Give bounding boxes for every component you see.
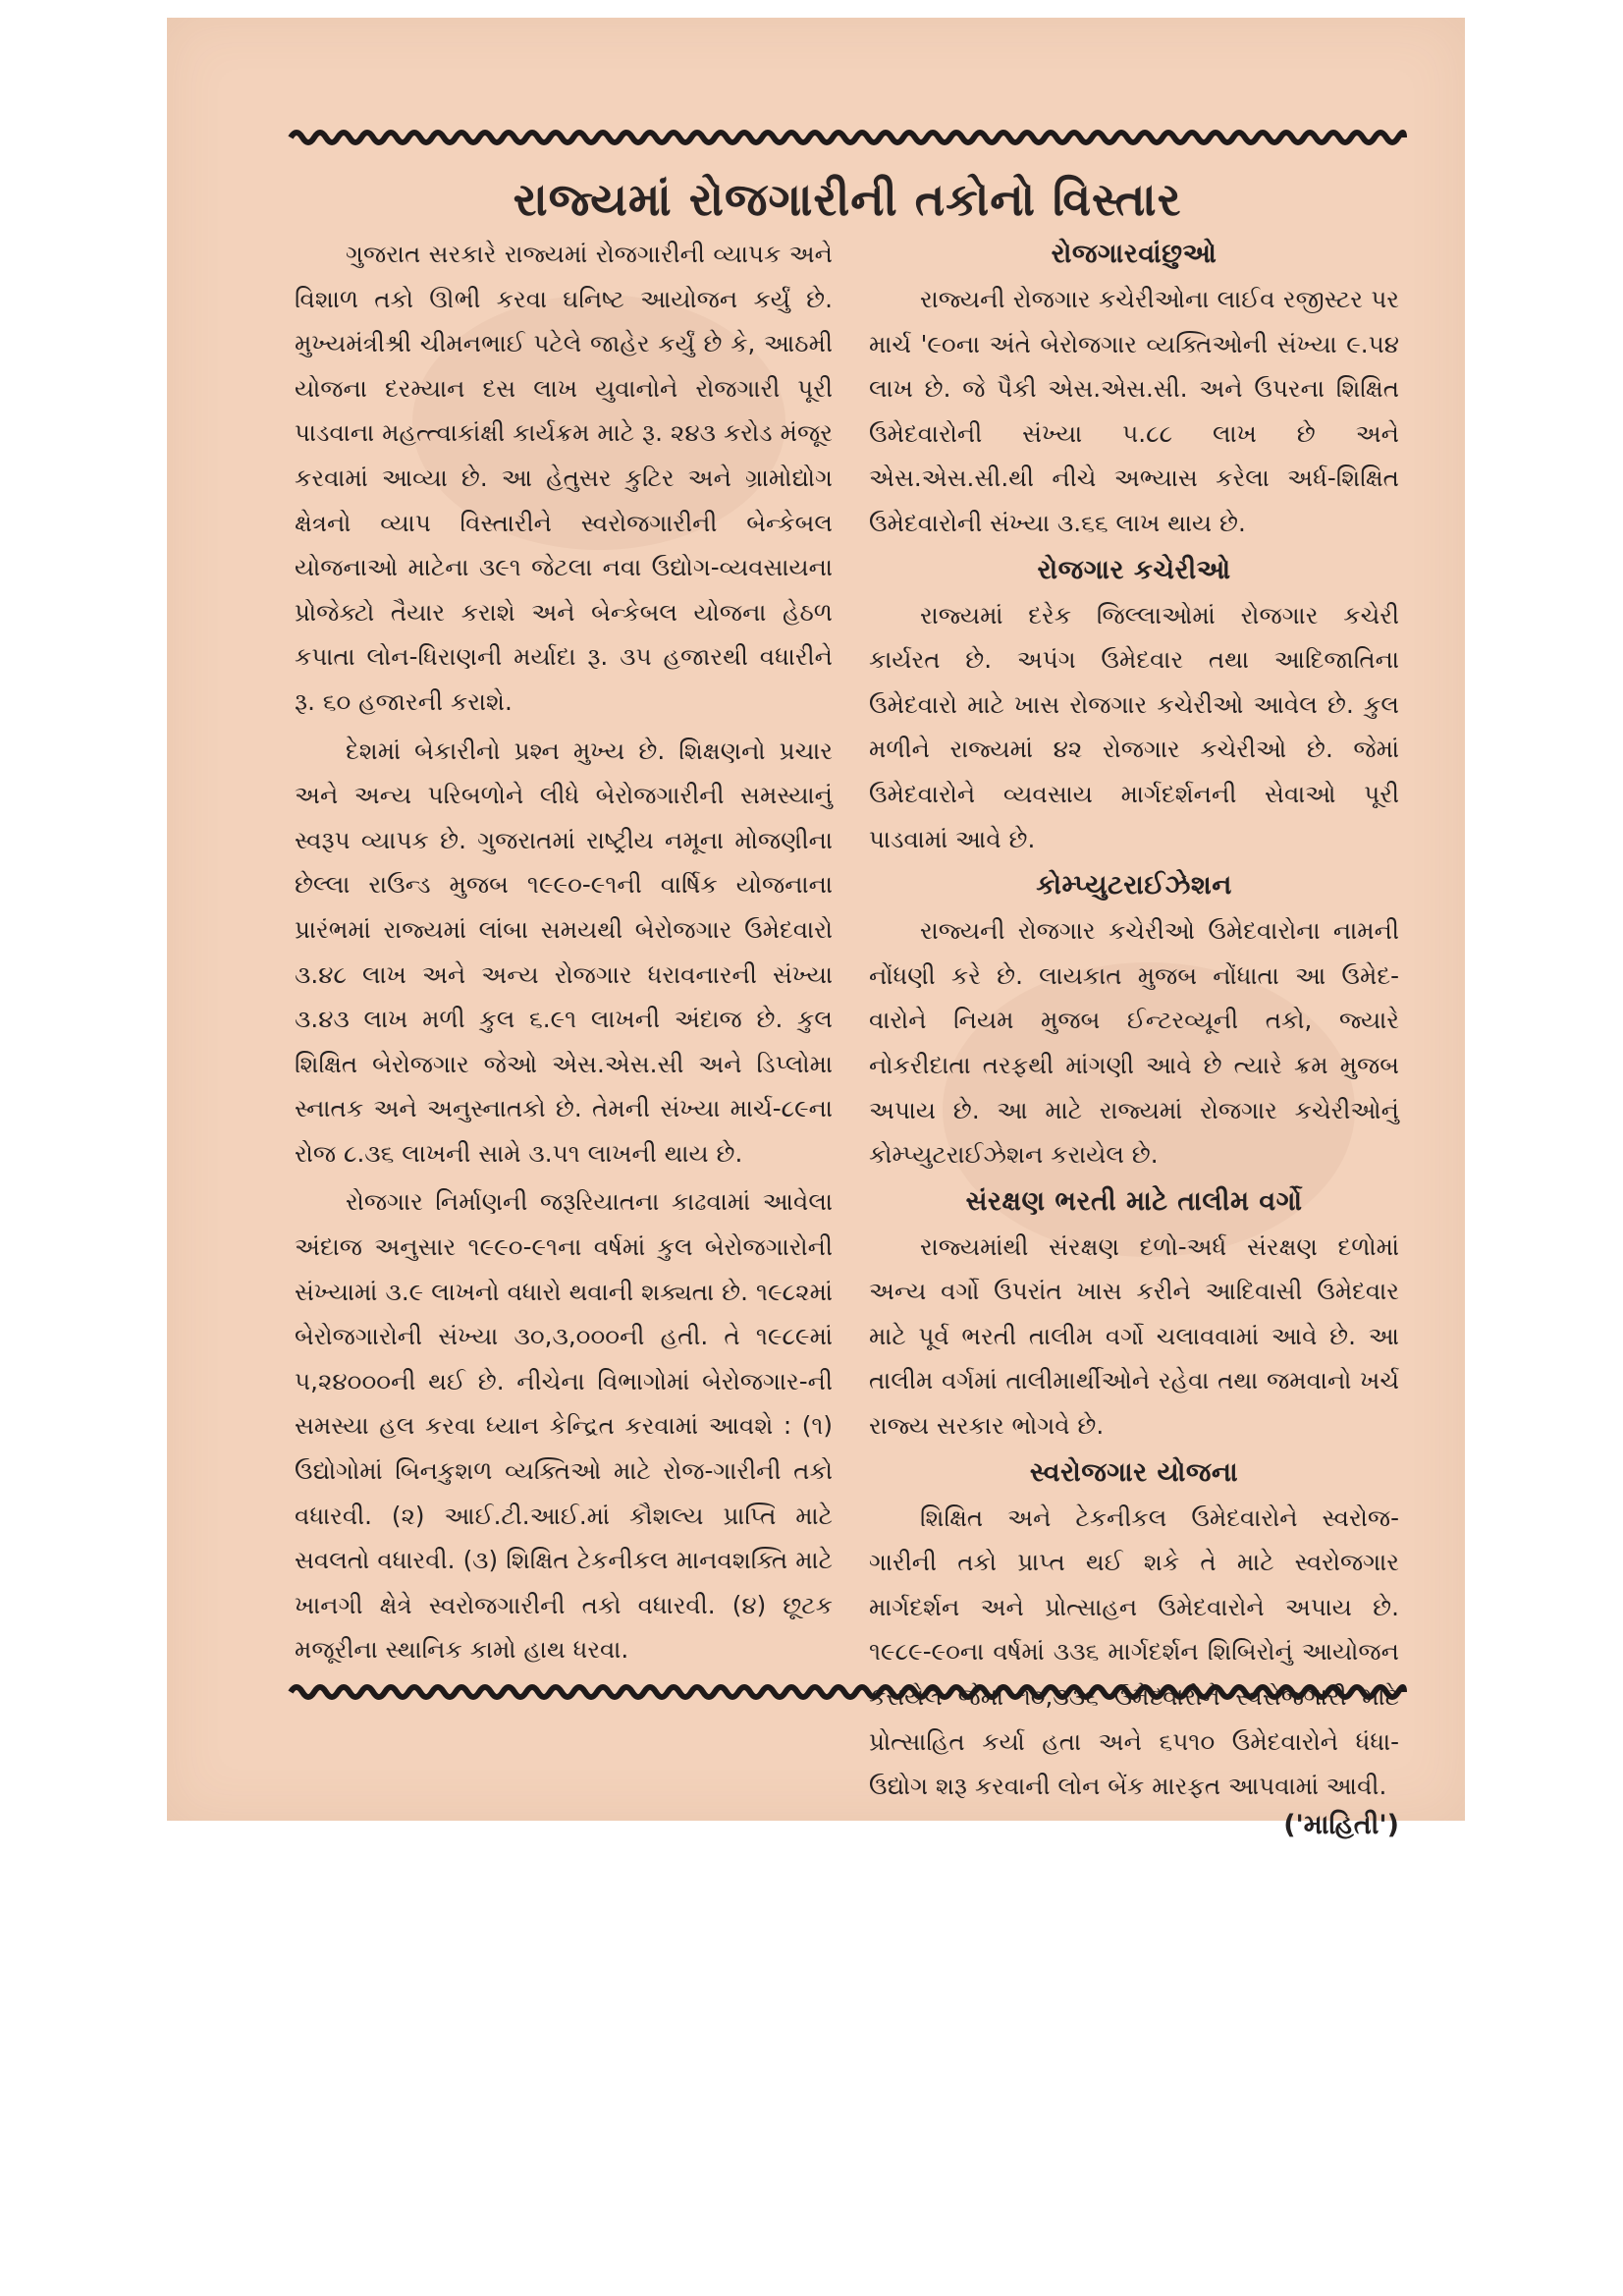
source-credit: ('માહિતી'): [1283, 1809, 1399, 1840]
top-wavy-rule: [291, 126, 1404, 149]
bottom-wavy-rule: [291, 1680, 1404, 1704]
left-paragraph: ગુજરાત સરકારે રાજ્યમાં રોજગારીની વ્યાપક અને વિશાળ તકો ઊભી કરવા ઘનિષ્ટ આયોજન કર્યું છે. મુખ્યમંત્રીશ્રી ચીમનભાઈ પટેલે જાહેર કર્યું છે કે, આઠમી યોજના દરમ્યાન દસ લાખ યુવાનોને રોજગારી પૂરી પાડવાના મહત્ત્વાકાંક્ષી કાર્યક્રમ માટે રૂ. ૨૪૩ કરોડ મંજૂર કરવામાં આવ્યા છે. આ હેતુસર કુટિર અને ગ્રામોદ્યોગ ક્ષેત્રનો વ્યાપ વિસ્તારીને સ્વરોજગારીની બેન્કેબલ યોજનાઓ માટેના ૩૯૧ જેટલા નવા ઉદ્યોગ-વ્યવસાયના પ્રોજેક્ટો તૈયાર કરાશે અને બેન્કેબલ યોજના હેઠળ કપાતા લોન-ધિરાણની મર્યાદા રૂ. ૩૫ હજારથી વધારીને રૂ. ૬૦ હજારની કરાશે.: [295, 240, 833, 716]
section-heading: રોજગારવાંછુઓ: [1051, 239, 1217, 269]
section-heading: સંરક્ષણ ભરતી માટે તાલીમ વર્ગો: [965, 1185, 1303, 1217]
section-heading: રોજગાર કચેરીઓ: [1037, 554, 1231, 585]
section-paragraph: શિક્ષિત અને ટેકનીકલ ઉમેદવારોને સ્વરોજ-ગારીની તકો પ્રાપ્ત થઈ શકે તે માટે સ્વરોજગાર માર્ગદર્શન અને પ્રોત્સાહન ઉમેદવારોને અપાય છે. ૧૯૮૯-૯૦ના વર્ષમાં ૩૩૬ માર્ગદર્શન શિબિરોનું આયોજન કરાયેલ જેમાં ૧૦,૩૩૬ ઉમેદવારોને સ્વરોજગારી માટે પ્રોત્સાહિત કર્યા હતા અને ૬૫૧૦ ઉમેદવારોને ધંધા-ઉદ્યોગ શરૂ કરવાની લોન બેંક મારફત આપવામાં આવી.: [869, 1503, 1399, 1801]
left-paragraph: દેશમાં બેકારીનો પ્રશ્ન મુખ્ય છે. શિક્ષણનો પ્રચાર અને અન્ય પરિબળોને લીધે બેરોજગારીની સમસ્યાનું સ્વરૂપ વ્યાપક છે. ગુજરાતમાં રાષ્ટ્રીય નમૂના મોજણીના છેલ્લા રાઉન્ડ મુજબ ૧૯૯૦-૯૧ની વાર્ષિક યોજનાના પ્રારંભમાં રાજ્યમાં લાંબા સમયથી બેરોજગાર ઉમેદવારો ૩.૪૮ લાખ અને અન્ય રોજગાર ધરાવનારની સંખ્યા ૩.૪૩ લાખ મળી કુલ ૬.૯૧ લાખની અંદાજ છે. કુલ શિક્ષિત બેરોજગાર જેઓ એસ.એસ.સી અને ડિપ્લોમા સ્નાતક અને અનુસ્નાતકો છે. તેમની સંખ્યા માર્ચ-૮૯ના રોજ ૮.૩૬ લાખની સામે ૩.૫૧ લાખની થાય છે.: [295, 736, 833, 1168]
section-paragraph: રાજ્યમાં દરેક જિલ્લાઓમાં રોજગાર કચેરી કાર્યરત છે. અપંગ ઉમેદવાર તથા આદિજાતિના ઉમેદવારો માટે ખાસ રોજગાર કચેરીઓ આવેલ છે. કુલ મળીને રાજ્યમાં ૪૨ રોજગાર કચેરીઓ છે. જેમાં ઉમેદવારોને વ્યવસાય માર્ગદર્શનની સેવાઓ પૂરી પાડવામાં આવે છે.: [869, 600, 1399, 853]
section-heading: સ્વરોજગાર યોજના: [1029, 1456, 1239, 1488]
section-paragraph: રાજ્યમાંથી સંરક્ષણ દળો-અર્ધ સંરક્ષણ દળોમાં અન્ય વર્ગો ઉપરાંત ખાસ કરીને આદિવાસી ઉમેદવાર માટે પૂર્વ ભરતી તાલીમ વર્ગો ચલાવવામાં આવે છે. આ તાલીમ વર્ગમાં તાલીમાર્થીઓને રહેવા તથા જમવાનો ખર્ચ રાજ્ય સરકાર ભોગવે છે.: [869, 1231, 1399, 1441]
right-column: [869, 232, 1399, 1840]
section-paragraph: રાજ્યની રોજગાર કચેરીઓ ઉમેદવારોના નામની નોંધણી કરે છે. લાયકાત મુજબ નોંધાતા આ ઉમેદ-વારોને નિયમ મુજબ ઈન્ટરવ્યૂની તકો, જ્યારે નોકરીદાતા તરફથી માંગણી આવે છે ત્યારે ક્રમ મુજબ અપાય છે. આ માટે રાજ્યમાં રોજગાર કચેરીઓનું કોમ્પ્યુટરાઈઝેશન કરાયેલ છે.: [869, 916, 1399, 1170]
left-paragraph: રોજગાર નિર્માણની જરૂરિયાતના કાઢવામાં આવેલા અંદાજ અનુસાર ૧૯૯૦-૯૧ના વર્ષમાં કુલ બેરોજગારોની સંખ્યામાં ૩.૯ લાખનો વધારો થવાની શક્યતા છે. ૧૯૮૨માં બેરોજગારોની સંખ્યા ૩૦,૩,૦૦૦ની હતી. તે ૧૯૮૯માં ૫,૨૪૦૦૦ની થઈ છે. નીચેના વિભાગોમાં બેરોજગાર-ની સમસ્યા હલ કરવા ધ્યાન કેન્દ્રિત કરવામાં આવશે : (૧) ઉદ્યોગોમાં બિનકુશળ વ્યક્તિઓ માટે રોજ-ગારીની તકો વધારવી. (૨) આઈ.ટી.આઈ.માં કૌશલ્ય પ્રાપ્તિ માટે સવલતો વધારવી. (૩) શિક્ષિત ટેકનીકલ માનવશક્તિ માટે ખાનગી ક્ષેત્રે સ્વરોજગારીની તકો વધારવી. (૪) છૂટક મજૂરીના સ્થાનિક કામો હાથ ધરવા.: [295, 1187, 833, 1665]
section-paragraph: રાજ્યની રોજગાર કચેરીઓના લાઈવ રજીસ્ટર પર માર્ચ '૯૦ના અંતે બેરોજગાર વ્યક્તિઓની સંખ્યા ૯.૫૪ લાખ છે. જે પૈકી એસ.એસ.સી. અને ઉપરના શિક્ષિત ઉમેદવારોની સંખ્યા ૫.૮૮ લાખ છે અને એસ.એસ.સી.થી નીચે અભ્યાસ કરેલા અર્ધ-શિક્ષિત ઉમેદવારોની સંખ્યા ૩.૬૬ લાખ થાય છે.: [869, 285, 1399, 537]
left-column: [295, 232, 833, 1673]
article-title: રાજ્યમાં રોજગારીની તકોનો વિસ્તાર: [513, 173, 1182, 226]
section-heading: કોમ્પ્યુટરાઈઝેશન: [1036, 870, 1232, 902]
